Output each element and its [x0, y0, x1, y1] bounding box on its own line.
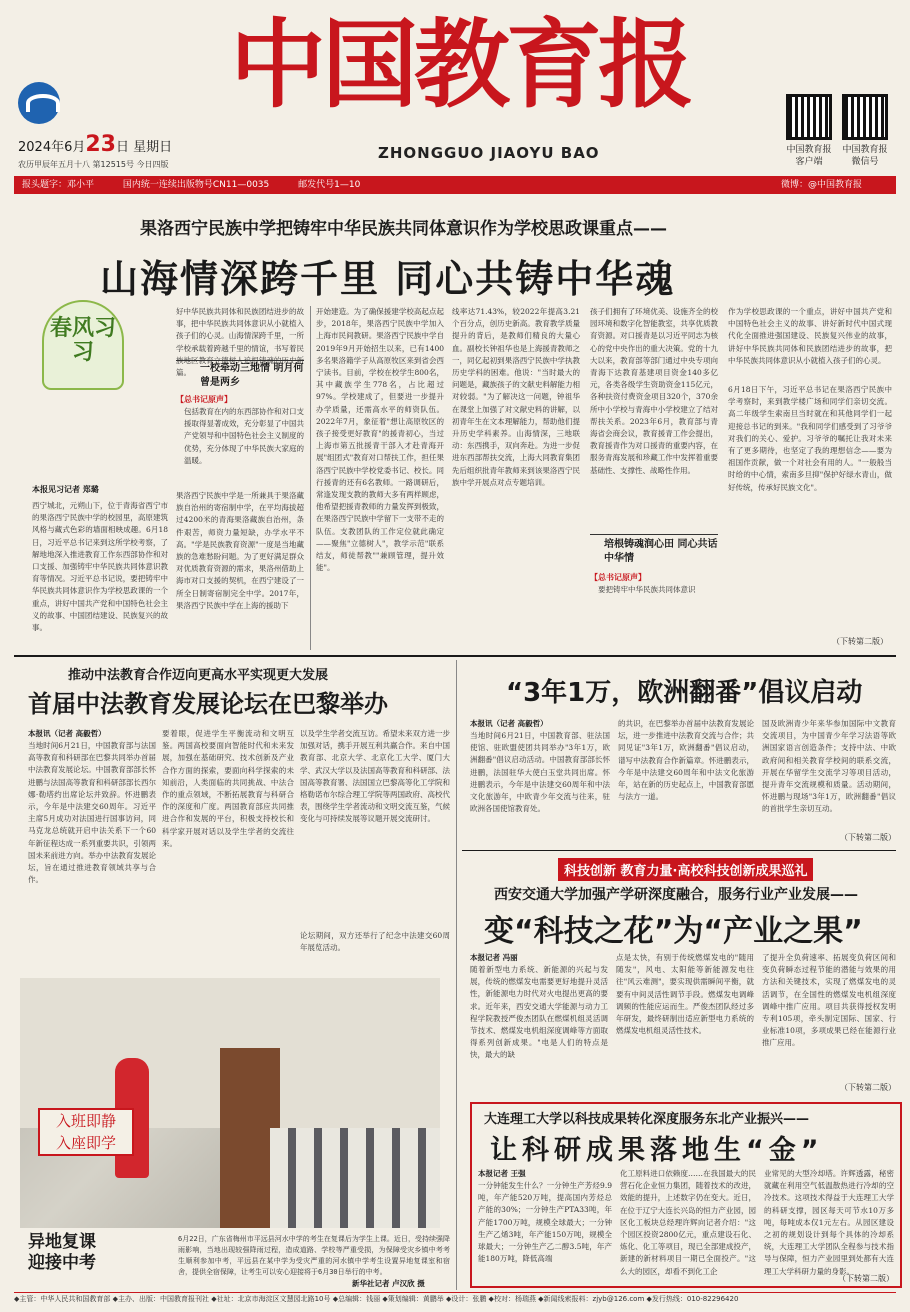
- story4-continued: （下转第二版）: [840, 1083, 896, 1092]
- story3-continued: （下转第二版）: [840, 833, 896, 842]
- story2-col-1: 当地时间6月21日，中国教育部与法国高等教育和科研部在巴黎共同举办首届中法教育发展论坛。中国教育部部长怀进鹏与法国高等教育和科研部部长西尔娜·勒塔约出席论坛并致辞。怀进鹏表示，今年是中法建交60周年。习近平主席5月成功对法国进行国事访问，同马克龙总统就开启中法关系下一个60年新征程达成一系列重要共识，引领两国未来前进方向。举办中法教育发展论坛，旨在通过推进教育领域共享与合作。: [28, 741, 156, 885]
- post-code: 邮发代号1—10: [298, 180, 361, 190]
- lead-continued: （下转第二版）: [832, 637, 888, 646]
- note1-text: 包括教育在内的东西部协作和对口支援取得显著成效，充分彰显了中国共产党领导和中国特色社会主义制度的优势，充分体现了中华民族大家庭的温暖。: [184, 407, 304, 465]
- series-tag: 科技创新 教育力量·高校科技创新成果巡礼: [558, 858, 813, 881]
- weibo-handle[interactable]: 微博：@中国教育报: [780, 180, 862, 190]
- masthead-pinyin: ZHONGGUO JIAOYU BAO: [378, 144, 600, 162]
- story3-col-3: 国及欧洲青少年来华参加国际中文教育交流项目，为中国青少年学习法语等欧洲国家语言创造条件；支持中法、中欧政府间和相关教育学校间的联系交流，开展在华留学生交流学习等项目活动，提升青年交流规模和质量。活动期间，怀进鹏与现场"3年1万，欧洲翻番"倡议的首批学生亲切互动。: [762, 719, 896, 814]
- lead-byline: 本报见习记者 郑璐: [32, 485, 99, 494]
- issue-date: 2024年6月23日 星期日: [18, 132, 173, 157]
- masthead-title: 中国教育报: [230, 8, 690, 121]
- lead-subhead-2: 培根铸魂润心田 同心共话中华情: [604, 539, 718, 564]
- issue-info: 农历甲辰年五月十八 第12515号 今日四版: [18, 160, 169, 169]
- qr-wechat-label: 中国教育报 微信号: [842, 145, 888, 167]
- story4-headline: 变“科技之花”为“产业之果”: [484, 914, 863, 949]
- badge-text: 春风习习: [49, 315, 116, 365]
- story3-col-2: 的共识，在巴黎举办首届中法教育发展论坛，进一步推进中法教育交流与合作；共同见证"3年1万，欧洲翻番"倡议启动，谱写中法教育合作新篇章。怀进鹏表示，今年是中法建交60周年和中法文化旅游年，站在新的历史起点上，中国教育部愿与法方一道。: [618, 719, 754, 802]
- lead-headline: 山海情深跨千里 同心共铸中华魂: [100, 257, 676, 301]
- story3-col-1: 当地时间6月21日，中国教育部、驻法国使馆、驻欧盟使团共同举办"3年1万，欧洲翻番"倡议启动活动。中国教育部部长怀进鹏，法国驻华大使白玉堂共同出席。怀进鹏表示，今年是中法建交60周年和中法文化旅游年，中欧青少年交流与往来，驻欧洲各国使馆教育处。: [470, 731, 610, 814]
- photo-caption: 6月22日，广东省梅州市平远县河水中学的考生在复课后为学生上课。近日，受持续强降雨影响，当地出现较强降雨过程，造成道路、学校等严重受损，为保障受灾乡镇中考考生顺利参加中考，平远县在某中学为受灾严重的河水镇中学考生设置异地复课室和宿舍，提供全宿保障，让考生可以安心迎接将于6月30日举行的中考。: [178, 1235, 450, 1276]
- qr-code-wechat[interactable]: [842, 94, 888, 140]
- lead-col-4: 线率达71.43%，较2022年提高3.21个百分点，创历史新高。教育教学质量提升的背后，是教师们精良的大量心血。副校长钟祖华也是上海援青教师之一，同亿起初到果洛西宁民族中学执教历史学科的困难。他说："当时最大的问题是，藏族孩子的文献史料解能力相对较弱。"为了解决这一问题，钟祖华在课堂上加强了对文献史料的讲解，以初青年生在文本理解能力，帮助他们提升历史学科素养。山海情深，三地联动：东西携手，双向奔赴。为进一步促进东西部帮扶交流，上海大同教育集团先后组织批青年教师来到该果洛西宁民族中学开展点对点专题培训。: [452, 307, 580, 487]
- story5-continued: （下转第二版）: [838, 1274, 894, 1283]
- info-bar: [14, 176, 896, 194]
- column-divider: [310, 306, 311, 650]
- qr-client-label: 中国教育报 客户端: [786, 145, 832, 167]
- story2-byline: 本报讯（记者 高毅哲）: [28, 729, 106, 738]
- story3-divider: [462, 850, 896, 851]
- story2-cont: 论坛期间，双方还举行了纪念中法建交60周年展览活动。: [300, 931, 450, 953]
- lead-col-2-body: 果洛西宁民族中学是一所兼具于果洛藏族自治州的寄宿制中学，在平均海拔超过4200米的青海果洛藏族自治州，条件艰苦，师资力量短缺，办学水平不高。"学是民族教育资源"一度是当地藏族的急难愁盼问题。为了更好满足群众对优质教育资源的需求，果洛州借助上海市对口支援的契机，在西宁建设了一所全日制寄宿制完全中学。2017年，果洛西宁民族中学在上海的援助下: [176, 491, 304, 610]
- story2-headline: 首届中法教育发展论坛在巴黎举办: [28, 690, 388, 718]
- story5-kicker: 大连理工大学以科技成果转化深度服务东北产业振兴——: [484, 1112, 810, 1127]
- cn-number: 国内统一连续出版物号CN11—0035: [122, 180, 270, 190]
- spring-breeze-badge: [42, 300, 124, 390]
- lead-col-5: 孩子们拥有了环境优美、设施齐全的校园环境和数字化智能教室，共享优质教育资源。对口援青是以习近平同志为核心的党中央作出的重大决策。党的十九大以来，教育部等部门通过中央专项向青海下达教育基建项目资金140多亿元，各类各级学生资助资金115亿元，各种扶资付费资金项目320个，370余所中小学校与青海中小学校建立了结对帮扶关系。2023年6月，教育部与青海省会商会议，教育援青工作会提出，教育援青作为对口援青的重要内容，在服务青海发展和珍藏工作中发挥着重要基础性、支撑性、战略性作用。: [590, 307, 718, 475]
- story5-col-2: 化工原料进口依赖度……在我国最大的民营石化企业恒力集团，随着技术的改进，效能的提升，上述数字仍在变大。近日，在位于辽宁大连长兴岛的恒力产业园，园区化工板块总经理许辉向记者介绍："这个园区投资2800亿元，重点建设石化、炼化、化工等项目，现已全部建成投产，新建的新材料项目一期已全面投产。"这么大的园区，却看不到化工企: [620, 1169, 756, 1276]
- lead-col-6: 6月18日下午，习近平总书记在果洛西宁民族中学考察时，来到教学楼广场和同学们亲切交流。高二年级学生索南旦当时就在和其他同学们一起迎接总书记的到来。"我和同学们感受到了习爷爷对我们的关心、爱护。习爷爷的嘱托让我对未来有了更多期待，也坚定了我的理想信念——要为祖国作贡献，做一个对社会有用的人。"一般般当时给的中心情，索南多旦抑"保护好绿水青山，做好传统，传承好民族文化"。: [728, 385, 892, 492]
- story4-col-2: 点是太快，有别于传统燃煤发电的"随用随发"，风电、太阳能等新能源发电往往"风云难测"，要实现供需瞬间平衡，就要有中间灵活性调节手段。燃煤发电调峰调频的性能应运而生。严俊杰团队经过多年研发，最终研制出适应新型电力系统的燃煤发电机组灵活性技术。: [616, 953, 754, 1036]
- section-divider: [14, 655, 896, 657]
- story4-byline: 本报记者 冯丽: [470, 953, 518, 962]
- photo-students: [270, 1128, 440, 1228]
- story3-byline: 本报讯（记者 高毅哲）: [470, 719, 548, 728]
- story5-col-3: 业常见的大型冷却塔。许辉透露，秘密就藏在利用空气低温散热进行冷却的空冷技术。这项技术得益于大连理工大学的科研支撑，园区每天可节水10万多吨，每吨成本仅1元左右。从园区建设之初的规划设计到每个具体的冷却系统，大连理工大学团队全程参与技术指导与保障，恒力产业园里到处都有大连理工大学科研力量的身影。: [764, 1169, 894, 1276]
- note1-label: 【总书记原声】: [176, 394, 232, 404]
- story2-col-2: 要着眼，促进学生平衡流动和文明互鉴。两国高校要面向智能时代和未来发展，加强在基础研究、技术创新及产业合作方面的探索，要面向科学探索的未知前沿，人类面临的共同挑战、中法合作的重点领域，不断拓展教育与科研合作的深度和广度。两国教育部应共同推进合作和发展的平台，积极支持校长和科学家开展对话以及学生学者的交流往来。: [162, 729, 294, 848]
- footer-bar: ◆主管：中华人民共和国教育部 ◆主办、出版：中国教育报刊社 ◆社址：北京市海淀区文慧园北路10号 ◆总编辑：钱丽 ◆策划编辑：黄鹏举 ◆设计：张鹏 ◆校对：杨瑞燕 ◆新闻线索报料：zjyb@126.com ◆发行热线：010-82296420: [14, 1292, 896, 1306]
- story4-col-1: 随着新型电力系统、新能源的兴起与发展，传统的燃煤发电需要更好地提升灵活性，新能源电力时代对火电提出更高的要求。近年来，西安交通大学能源与动力工程学院教授严俊杰团队在燃煤机组灵活调节技术、燃煤发电机组深度调峰等方面取得系列创新成果。"电是人们的特点是快，最大的缺: [470, 965, 608, 1060]
- newspaper-logo: [18, 82, 60, 124]
- photo-title: 异地复课 迎接中考: [28, 1232, 96, 1273]
- lead-col-3: 开始建造。为了确保援建学校高起点起步，2018年，果洛西宁民族中学加入上海市民间教研。果洛西宁民族中学自2019年9月开始招生以来，已有1400多名果洛籍学子从高原牧区来到省会西宁读书。目前，学校在校学生800名，其中藏族学生778名，占比超过97%。学校建成了，但要进一步提升办学质量，还需高水平的师资队伍。2022年7月，象征着"想让高原牧区的孩子接受更好教育"的援青初心，当过上海市第五批援青干部入才赴青海开展"组团式"教育对口帮扶工作，担任果洛西宁民族中学校党委书记、校长。同行援青的还有6名教师。一路调研后，常逢发现支教的教师大多有两样顾虑，他希望把援青教师的力量发挥到极致，在果洛西宁民族中学留下一支带不走的队伍。支教团队的工作定位就此确定——聚焦"立德树人"，教学示范"联系结友，师徒帮教""兼顾管理，提升效能"。: [316, 307, 444, 573]
- lead-subhead-1: 一校牵动三地情 明月何曾是两乡: [200, 363, 304, 388]
- lead-col-6-quote: 作为学校思政课的一个重点，讲好中国共产党和中国特色社会主义的故事、讲好新时代中国式现代化全面推进强国建设、民族复兴伟业的故事，讲好中华民族共同体和民族团结进步的故事，把中华民族共同体意识从小就植入孩子们的心灵。: [728, 307, 892, 365]
- main-column-divider: [456, 660, 457, 1290]
- story5-headline: 让科研成果落地生“金”: [490, 1135, 824, 1166]
- story2-kicker: 推动中法教育合作迈向更高水平实现更大发展: [68, 668, 329, 683]
- note2-label: 【总书记原声】: [590, 572, 646, 582]
- note2-text: 要把铸牢中华民族共同体意识: [598, 585, 696, 594]
- story3-headline: “3年1万，欧洲翻番”倡议启动: [506, 678, 863, 708]
- lead-col-1: 西宁城北，元朔山下，位于青海省西宁市的果洛西宁民族中学的校园里，高原建筑风格与藏式色彩的墙面相映成趣。6月18日，习近平总书记来到这所学校考察，了解地地深入推进教育工作东西部协作和对口支援、加强铸牢中华民族共同体意识教育等情况。习近平总书记说，要把铸牢中华民族共同体意识作为学校思政课的一个重点，讲好中国共产党和中国特色社会主义的故事、中国团结建设、民族复兴的故事。: [32, 501, 168, 633]
- calligraphy-credit: 报头题字：邓小平: [22, 180, 95, 190]
- photo-sign: 入班即静 入座即学: [38, 1108, 134, 1156]
- subhead2-rule: [590, 534, 718, 535]
- classroom-photo: [20, 978, 440, 1228]
- photo-credit: 新华社记者 卢汉欣 摄: [352, 1279, 425, 1288]
- story5-col-1: 一分钟能发生什么？一分钟生产芳烃9.9吨，年产能520万吨，提高国内芳烃总产能的30%；一分钟生产PTA33吨，年产能1700万吨，规模全球最大；一分钟生产乙烯3吨，年产能150万吨，规模全球最大；一分钟生产乙二醇3.5吨，年产能180万吨，降低高端: [478, 1181, 612, 1264]
- qr-code-client[interactable]: [786, 94, 832, 140]
- story4-col-3: 了提升全负荷速率、拓展变负荷区间和变负荷瞬态过程节能的潜能与效果的用方法和关键技术，实现了燃煤发电的灵活调节，在全国性的燃煤发电机组深度调峰中推广应用。项目共获得授权发明专利105项，牵头制定国际、国家、行业标准10项，多项成果已经在能源行业推广应用。: [762, 953, 896, 1048]
- lead-col-2-intro: 好中华民族共同体和民族团结进步的故事，把中华民族共同体意识从小就植入孩子们的心灵。山海情深跨千里，一所学校承载着跨越千里的情谊，书写着民 篇。: [176, 307, 304, 378]
- subhead-rule: [176, 360, 304, 361]
- story2-col-3: 以及学生学者交流互访。希望未来双方进一步加强对话，携手开展互利共赢合作。来自中国教育部、北京大学、北京化工大学、厦门大学、武汉大学以及法国高等教育和科研部、法国高等教育署、法国国立巴黎高等化工学院和格勒诺布尔综合理工学院等两国政府、高校代表，围绕学生学者流动和文明交流互鉴，气候变化与可持续发展等议题开展交流研讨。: [300, 729, 450, 824]
- story4-kicker: 西安交通大学加强产学研深度融合，服务行业产业发展——: [494, 887, 858, 903]
- lead-kicker: 果洛西宁民族中学把铸牢中华民族共同体意识作为学校思政课重点——: [140, 219, 667, 239]
- story5-byline: 本报记者 王强: [478, 1169, 526, 1178]
